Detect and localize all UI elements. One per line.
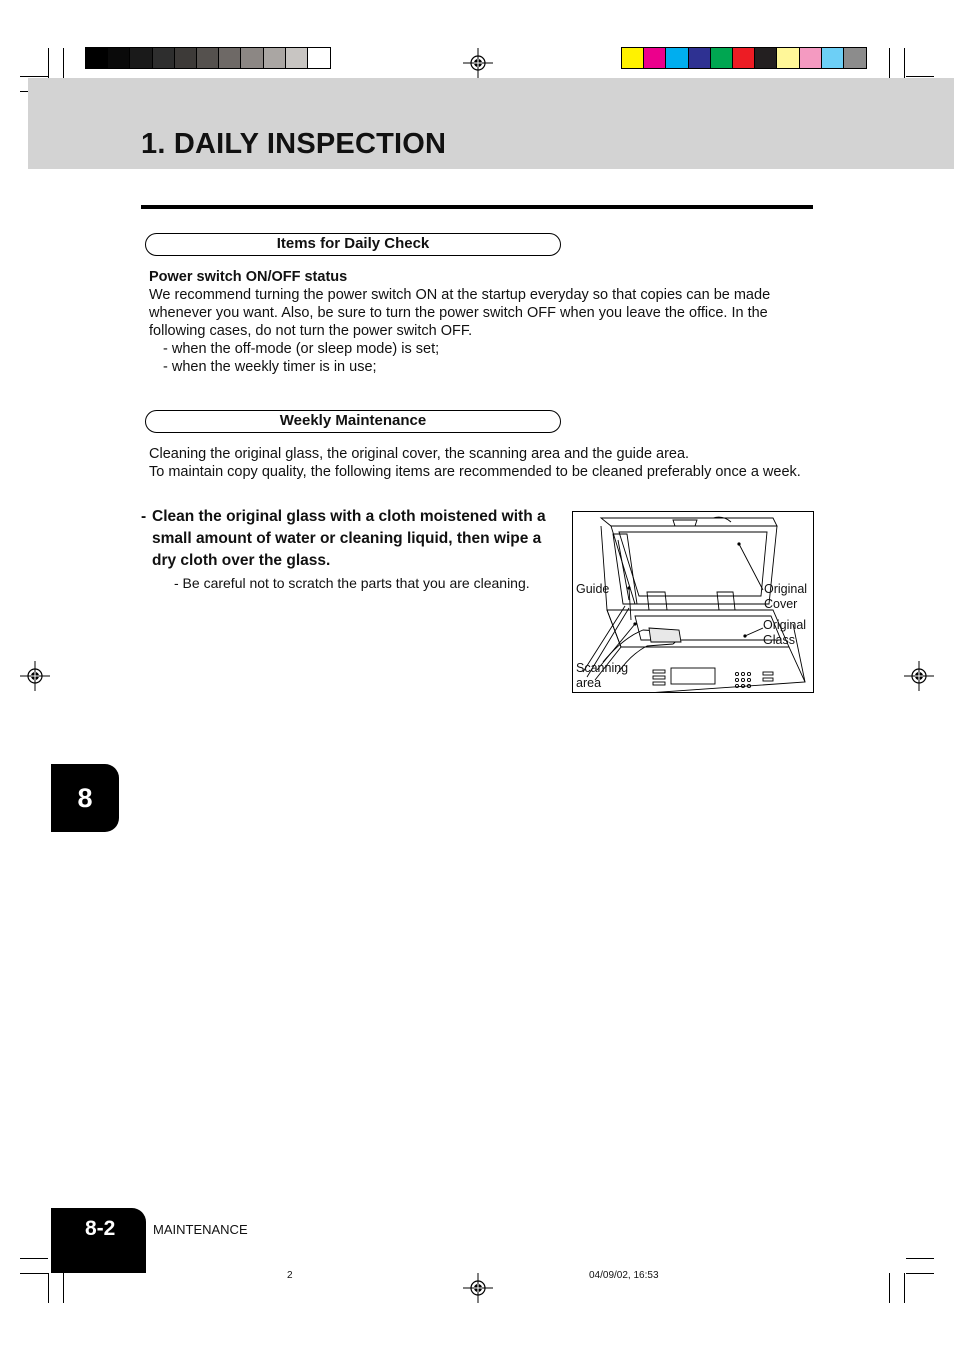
crop-mark [906,1258,934,1259]
weekly-maintenance-heading-label: Weekly Maintenance [279,412,427,429]
slug-page: 2 [287,1270,293,1281]
power-switch-paragraph: We recommend turning the power switch ON at the startup everyday so that copies can be made whenever you want. Also, be sure to turn the power switch OFF when you leave the office. In the following cases, do not turn the power switch OFF. [149,287,771,339]
weekly-maintenance-heading [145,410,561,433]
color-swatch [733,48,755,68]
color-swatch [666,48,688,68]
color-swatch [689,48,711,68]
crop-mark [63,1273,64,1303]
color-swatch [777,48,799,68]
bullet-item: - when the weekly timer is in use; [163,359,377,375]
label-guide: Guide [576,582,610,596]
color-swatch [844,48,866,68]
color-swatch [86,48,108,68]
color-swatch [197,48,219,68]
slug-date: 04/09/02, 16:53 [589,1270,659,1281]
color-swatch [644,48,666,68]
color-swatch [130,48,152,68]
crop-mark [20,1273,48,1274]
daily-check-heading-label: Items for Daily Check [276,235,430,252]
crop-mark [889,1273,890,1303]
power-switch-subheading: Power switch ON/OFF status [149,269,348,285]
label-original-glass [763,618,806,648]
copier-cleaning-illustration [572,511,814,693]
crop-mark [906,76,934,77]
registration-mark-icon [904,661,934,691]
label-original-glass-line2: Glass [763,633,795,647]
label-original-cover [764,582,807,612]
label-original-cover-line2: Cover [764,597,798,611]
page-title: 1. DAILY INSPECTION [141,128,447,160]
chapter-tab: 8 [51,764,119,832]
crop-mark [904,1273,905,1303]
color-swatch [800,48,822,68]
crop-mark [48,48,49,78]
crop-mark [48,1273,49,1303]
label-scanning-area-line1: Scanning [576,661,629,675]
crop-mark [906,1273,934,1274]
crop-mark [20,76,48,77]
label-scanning-area [576,661,628,691]
color-swatch [153,48,175,68]
instruction-note: - Be careful not to scratch the parts that you are cleaning. [174,575,530,591]
weekly-line: Cleaning the original glass, the original cover, the scanning area and the guide area. [149,446,690,462]
registration-mark-icon [463,48,493,78]
daily-check-body [149,268,814,376]
page-number-block [51,1208,146,1273]
color-swatch [286,48,308,68]
section-label: MAINTENANCE [153,1222,248,1237]
registration-mark-icon [20,661,50,691]
crop-mark [20,1258,48,1259]
color-swatch [108,48,130,68]
color-swatch [175,48,197,68]
weekly-line: To maintain copy quality, the following items are recommended to be cleaned preferably once a week. [149,464,801,480]
crop-mark [904,48,905,78]
label-original-cover-line1: Original [764,582,808,596]
label-scanning-area-line2: area [576,676,602,690]
crop-mark [63,48,64,78]
color-swatch [264,48,286,68]
crop-mark [889,48,890,78]
color-swatch [822,48,844,68]
page-number: 8-2 [85,1217,116,1240]
section-rule [141,205,813,209]
bullet-item: - when the off-mode (or sleep mode) is set; [163,341,440,357]
color-swatch [308,48,330,68]
color-swatch [622,48,644,68]
grayscale-calibration-bar [85,47,331,69]
daily-check-heading [145,233,561,256]
color-swatch [219,48,241,68]
weekly-body [149,445,814,481]
color-swatch [711,48,733,68]
instruction-dash: - [141,508,147,525]
registration-mark-icon [463,1273,493,1303]
color-swatch [241,48,263,68]
label-original-glass-line1: Original [763,618,807,632]
clean-instruction [141,506,563,572]
instruction-text: Clean the original glass with a cloth moistened with a small amount of water or cleaning liquid, then wipe a dry cloth over the glass. [152,508,546,569]
color-swatch [755,48,777,68]
color-calibration-bar [621,47,867,69]
